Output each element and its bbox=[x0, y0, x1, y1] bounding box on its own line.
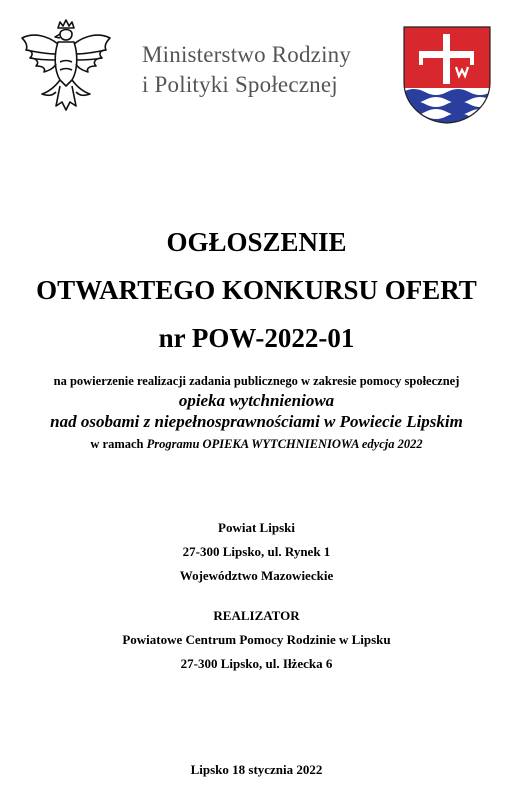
program-name: Programu OPIEKA WYTCHNIENIOWA edycja 2022 bbox=[146, 437, 423, 451]
realizer-label: REALIZATOR bbox=[213, 608, 300, 623]
lipsko-county-coat-of-arms-icon bbox=[403, 26, 491, 124]
realizer-block bbox=[0, 604, 513, 676]
realizer-address: 27-300 Lipsko, ul. Iłżecka 6 bbox=[180, 656, 333, 671]
subject-intro: na powierzenie realizacji zadania publicznego w zakresie pomocy społecznej bbox=[53, 374, 460, 388]
program-line bbox=[0, 432, 513, 456]
document-header bbox=[0, 0, 513, 135]
task-line2: nad osobami z niepełnosprawnościami w Powiecie Lipskim bbox=[50, 412, 463, 431]
organizer-name: Powiat Lipski bbox=[218, 520, 295, 535]
ministry-name-line1: Ministerstwo Rodziny bbox=[142, 42, 352, 67]
program-prefix: w ramach bbox=[90, 437, 144, 451]
title-line1: OGŁOSZENIE bbox=[166, 227, 347, 257]
organizer-region: Województwo Mazowieckie bbox=[179, 568, 334, 583]
organizer-address: 27-300 Lipsko, ul. Rynek 1 bbox=[182, 544, 331, 559]
white-eagle-emblem-icon bbox=[14, 14, 118, 118]
ministry-name-line2: i Polityki Społecznej bbox=[142, 72, 338, 97]
announcement-title bbox=[0, 218, 513, 362]
organizer-block bbox=[0, 516, 513, 588]
title-line3: nr POW-2022-01 bbox=[158, 323, 355, 353]
subject-block bbox=[0, 372, 513, 456]
ministry-name bbox=[142, 40, 351, 100]
task-line1: opieka wytchnieniowa bbox=[178, 391, 335, 410]
place-date: Lipsko 18 stycznia 2022 bbox=[190, 762, 323, 777]
realizer-name: Powiatowe Centrum Pomocy Rodzinie w Lipsku bbox=[122, 632, 391, 647]
title-line2: OTWARTEGO KONKURSU OFERT bbox=[36, 275, 477, 305]
